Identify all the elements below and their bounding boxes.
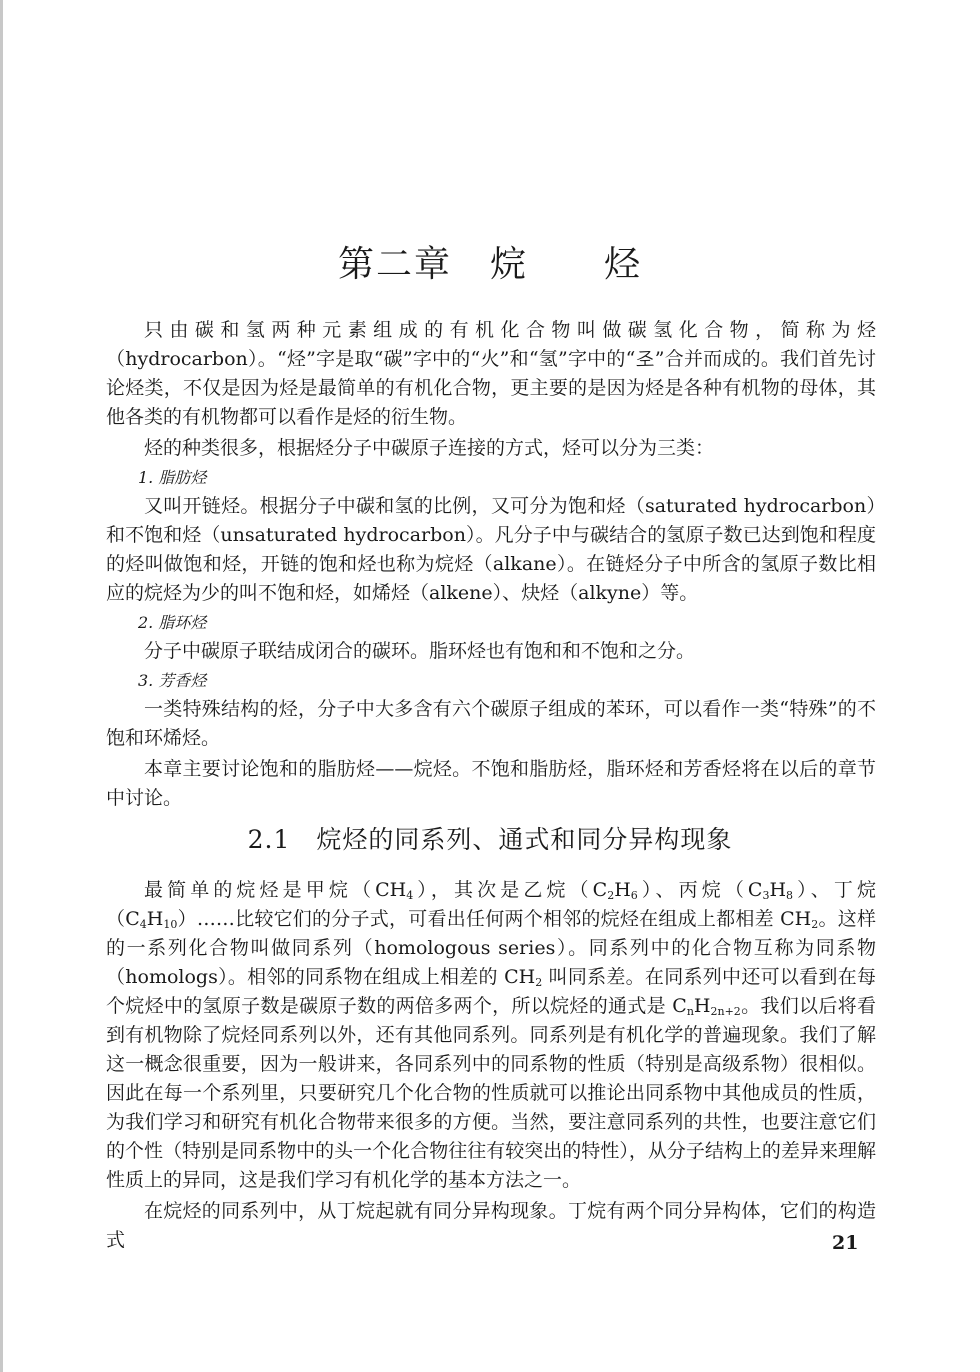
section-body (106, 876, 876, 1255)
category-text-aliphatic: 又叫开链烃。根据分子中碳和氢的比例，又可分为饱和烃（saturated hydrocarbon）和不饱和烃（unsaturated hydrocarbon）。凡分子中与碳结合的氢原子数已达到饱和程度的烃叫做饱和烃，开链的饱和烃也称为烷烃（alkane）。在链烃分子中所含的氢原子数比相应的烷烃为少的叫不饱和烃，如烯烃（alkene）、炔烃（alkyne）等。 (106, 495, 876, 604)
scan-edge-line (0, 0, 3, 1372)
chapter-title: 第二章 烷 烃 (337, 244, 642, 285)
intro-paragraph-1: 只由碳和氢两种元素组成的有机化合物叫做碳氢化合物，简称为烃（hydrocarbon）。“烃”字是取“碳”字中的“火”和“氢”字中的“𢀖”合并而成的。我们首先讨论烃类，不仅是因为烃是最简单的有机化合物，更主要的是因为烃是各种有机物的母体，其他各类的有机物都可以看作是烃的衍生物。 (106, 319, 876, 428)
intro-body (106, 316, 876, 813)
page-number: 21 (832, 1232, 859, 1254)
category-heading-alicyclic: 2. 脂环烃 (138, 613, 207, 632)
intro-paragraph-2: 烃的种类很多，根据烃分子中碳原子连接的方式，烃可以分为三类： (144, 437, 715, 459)
section-paragraph-1: 最简单的烷烃是甲烷$(CH_4)$，其次是乙烷$(C_2H_6)$、丙烷$(C_3H_8)$、丁烷$(C_4H_{10})\dots\dots$比较它们的分子式，可看出任何两个相邻的烷烃在组成上都相差 $CH_2$。这样的一系列化合物叫做同系列（homologous series）。同系列中的化合物互称为同系物（homologs）。相邻的同系物在组成上相差的 $CH_2$ 叫同系差。在同系列中还可以看到在每个烷烃中的氢原子数是碳原子数的两倍多两个，所以烷烃的通式是 $C_nH_{2n+2}$。我们以后将看到有机物除了烷烃同系列以外，还有其他同系列。同系列是有机化学的普遍现象。我们了解这一概念很重要，因为一般讲来，各同系列中的同系物的性质（特别是高级系物）很相似。因此在每一个系列里，只要研究几个化合物的性质就可以推论出同系物中其他成员的性质，为我们学习和研究有机化合物带来很多的方便。当然，要注意同系列的共性，也要注意它们的个性（特别是同系物中的头一个化合物往往有较突出的特性），从分子结构上的差异来理解性质上的异同，这是我们学习有机化学的基本方法之一。 (106, 879, 876, 1191)
category-text-alicyclic: 分子中碳原子联结成闭合的碳环。脂环烃也有饱和和不饱和之分。 (144, 640, 696, 662)
intro-closing-paragraph: 本章主要讨论饱和的脂肪烃——烷烃。不饱和脂肪烃，脂环烃和芳香烃将在以后的章节中讨论。 (106, 758, 876, 809)
section-paragraph-2: 在烷烃的同系列中，从丁烷起就有同分异构现象。丁烷有两个同分异构体，它们的构造式 (106, 1200, 876, 1251)
category-text-aromatic: 一类特殊结构的烃，分子中大多含有六个碳原子组成的苯环，可以看作一类“特殊”的不饱和环烯烃。 (106, 698, 876, 749)
category-heading-aliphatic: 1. 脂肪烃 (138, 468, 207, 487)
section-title: 2.1 烷烃的同系列、通式和同分异构现象 (247, 825, 733, 854)
category-heading-aromatic: 3. 芳香烃 (138, 671, 207, 690)
